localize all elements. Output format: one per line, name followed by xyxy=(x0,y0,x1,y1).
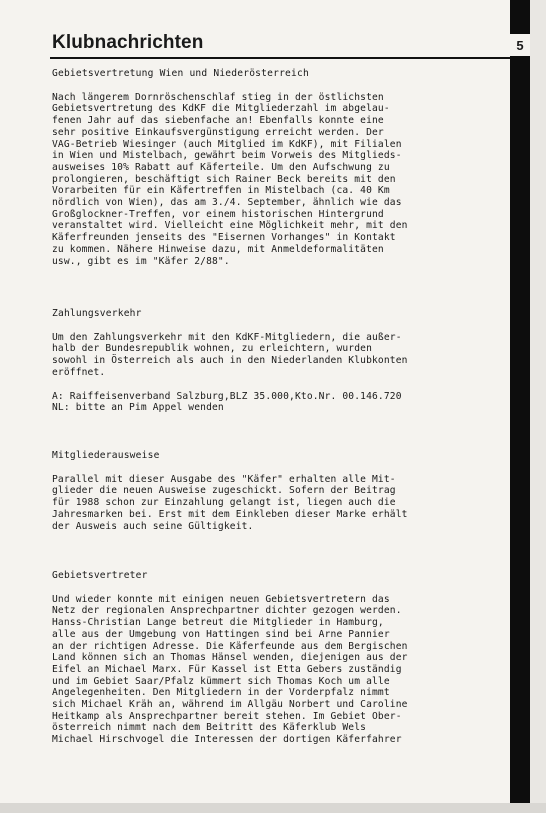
bank-details: A: Raiffeisenverband Salzburg,BLZ 35.000,Kto.Nr. 00.146.720 NL: bitte an Pim Appel wenden xyxy=(52,390,402,414)
section-gebietsvertreter xyxy=(52,570,408,746)
page-header xyxy=(50,32,510,59)
page-bottom-edge xyxy=(0,803,546,813)
section-heading: Mitgliederausweise xyxy=(52,450,160,461)
section-text: Parallel mit dieser Ausgabe des "Käfer" erhalten alle Mit- glieder die neuen Ausweise zugeschickt. Sofern der Beitrag für 1988 schon zur Einzahlung gelangt ist, liegen auch die Jahresmarken bei. Erst mit dem Einkleben dieser Marke erhält der Ausweis auch seine Gültigkeit. xyxy=(52,473,408,532)
section-zahlungsverkehr xyxy=(52,308,408,414)
section-heading: Gebietsvertreter xyxy=(52,570,148,581)
page-edge xyxy=(530,0,546,813)
section-gebietsvertretung-wien xyxy=(52,68,408,267)
page-number: 5 xyxy=(510,34,530,56)
section-text: Um den Zahlungsverkehr mit den KdKF-Mitgliedern, die außer- halb der Bundesrepublik wohnen, zu erleichtern, wurden sowohl in Österreich als auch in den Niederlanden Klubkonten eröffnet. xyxy=(52,331,408,378)
page-title: Klubnachrichten xyxy=(52,32,204,53)
section-mitgliederausweise xyxy=(52,450,408,532)
section-text: Nach längerem Dornröschenschlaf stieg in der östlichsten Gebietsvertretung des KdKF die Mitgliederzahl im abgelau- fenen Jahr auf das siebenfache an! Ebenfalls konnte eine sehr positive Einkaufsvergünstigung erreicht werden. Der VAG-Betrieb Wiesinger (auch Mitglied im KdKF), mit Filialen in Wien und Mistelbach, gewährt beim Vorweis des Mitglieds- ausweises 10% Rabatt auf Käferteile. Um den Aufschwung zu prolongieren, beschäftigt sich Rainer Beck bereits mit den Vorarbeiten für ein Käfertreffen in Mistelbach (ca. 40 Km nördlich von Wien), das am 3./4. September, ähnlich wie das Großglockner-Treffen, vor einem historischen Hintergrund veranstaltet wird. Vielleicht eine Möglichkeit mehr, mit den Käferfreunden jenseits des "Eisernen Vorhanges" in Kontakt zu kommen. Nähere Hinweise dazu, mit Anmeldeformalitäten usw., gibt es im "Käfer 2/88". xyxy=(52,91,408,267)
title-rule xyxy=(50,57,510,59)
section-heading: Gebietsvertretung Wien und Niederösterreich xyxy=(52,68,309,79)
section-text: Und wieder konnte mit einigen neuen Gebietsvertretern das Netz der regionalen Ansprechpartner dichter gezogen werden. Hanss-Christian Lange betreut die Mitglieder in Hamburg, alle aus der Umgebung von Hattingen sind bei Arne Pannier an der richtigen Adresse. Die Käferfeunde aus dem Bergischen Land können sich an Thomas Hänsel wenden, diejenigen aus der Eifel an Michael Marx. Für Kassel ist Etta Gebers zuständig und im Gebiet Saar/Pfalz kümmert sich Thomas Koch um alle Angelegenheiten. Den Mitgliedern in der Vorderpfalz nimmt sich Michael Kräh an, während im Allgäu Norbert und Caroline Heitkamp als Ansprechpartner bereit stehen. Im Gebiet Ober- österreich nimmt nach dem Beitritt des Käferklub Wels Michael Hirschvogel die Interessen der dortigen Käferfahrer xyxy=(52,593,408,746)
black-margin-bar xyxy=(510,0,530,813)
section-heading: Zahlungsverkehr xyxy=(52,308,142,319)
